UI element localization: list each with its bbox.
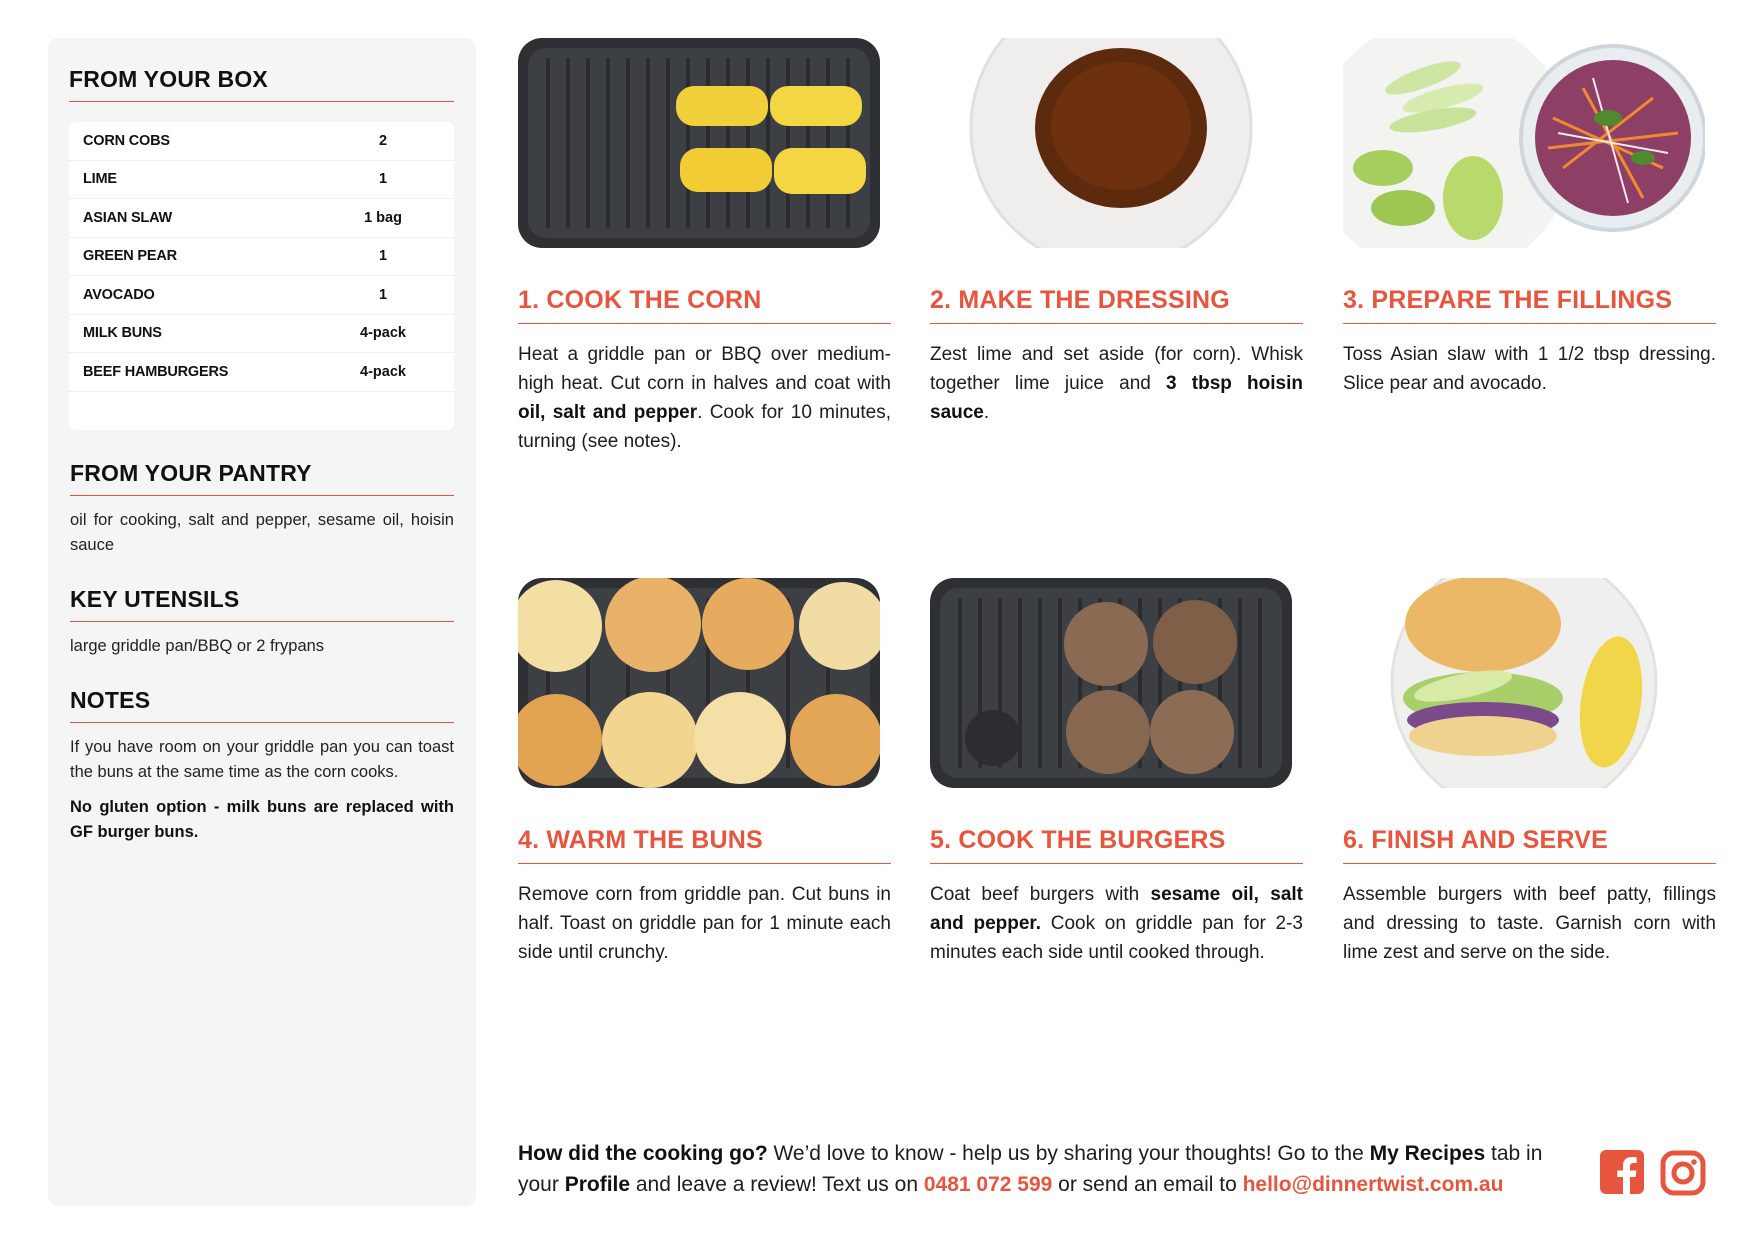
table-row	[69, 353, 454, 392]
ingredient-name: LIME	[83, 171, 117, 188]
utensils-text: large griddle pan/BBQ or 2 frypans	[70, 636, 325, 655]
step-2-title: 2. MAKE THE DRESSING	[930, 286, 1303, 324]
step-2-text: Zest lime and set aside (for corn). Whisk together lime juice and 3 tbsp hoisin sauce.	[930, 344, 1303, 423]
ingredients-sidebar	[48, 38, 476, 1206]
step-4-title: 4. WARM THE BUNS	[518, 826, 891, 864]
ingredient-name: AVOCADO	[83, 286, 155, 303]
ingredient-qty: 1 bag	[364, 209, 402, 226]
table-row	[69, 315, 454, 354]
table-row	[69, 122, 454, 161]
step-5	[930, 578, 1303, 967]
utensils-section	[69, 586, 454, 659]
step-6-title: 6. FINISH AND SERVE	[1343, 826, 1716, 864]
ingredient-name: GREEN PEAR	[83, 248, 177, 265]
ingredient-qty: 2	[378, 132, 388, 149]
ingredient-name: ASIAN SLAW	[83, 209, 173, 226]
step-4	[518, 578, 891, 967]
step-5-image	[930, 578, 1292, 788]
utensils-heading: KEY UTENSILS	[70, 586, 454, 622]
feedback-footer: How did the cooking go? We’d love to know - help us by sharing your thoughts! Go to the My Recipes tab in your Profile and leave a review! Text us on 0481 072 599 or send an email to hello@dinnertwist.com.au	[518, 1142, 1543, 1196]
table-row	[69, 199, 454, 238]
feedback-question: How did the cooking go?	[518, 1142, 768, 1165]
notes-section	[69, 687, 454, 845]
step-1-title: 1. COOK THE CORN	[518, 286, 891, 324]
ingredient-name: CORN COBS	[83, 132, 170, 149]
step-1-image	[518, 38, 880, 248]
ingredient-qty: 1	[378, 171, 388, 188]
ingredient-name: BEEF HAMBURGERS	[83, 363, 229, 380]
ingredient-qty: 4-pack	[360, 325, 406, 342]
pantry-heading: FROM YOUR PANTRY	[70, 460, 454, 496]
table-row	[69, 276, 454, 315]
step-2-image	[930, 38, 1292, 248]
notes-heading: NOTES	[70, 687, 454, 723]
box-heading: FROM YOUR BOX	[69, 66, 454, 102]
step-4-text: Remove corn from griddle pan. Cut buns in half. Toast on griddle pan for 1 minute each side until crunchy.	[518, 884, 891, 963]
step-5-title: 5. COOK THE BURGERS	[930, 826, 1303, 864]
email-link[interactable]: hello@dinnertwist.com.au	[1242, 1173, 1504, 1196]
profile-label: Profile	[564, 1173, 631, 1196]
step-3-text: Toss Asian slaw with 1 1/2 tbsp dressing. Slice pear and avocado.	[1343, 344, 1716, 394]
instagram-icon[interactable]	[1660, 1150, 1706, 1196]
step-3-title: 3. PREPARE THE FILLINGS	[1343, 286, 1716, 324]
phone-number-link[interactable]: 0481 072 599	[923, 1173, 1053, 1196]
social-links	[1600, 1150, 1706, 1196]
notes-gluten-option: No gluten option - milk buns are replaced with GF burger buns.	[70, 797, 454, 841]
table-row	[69, 161, 454, 200]
ingredient-qty: 1	[378, 248, 388, 265]
step-3-image	[1343, 38, 1705, 248]
step-6	[1343, 578, 1716, 967]
pantry-section	[69, 460, 454, 558]
pantry-text: oil for cooking, salt and pepper, sesame oil, hoisin sauce	[70, 510, 454, 554]
table-row	[69, 238, 454, 277]
facebook-icon[interactable]	[1600, 1150, 1644, 1196]
notes-text: If you have room on your griddle pan you can toast the buns at the same time as the corn cooks.	[70, 737, 454, 781]
step-6-image	[1343, 578, 1705, 788]
step-2	[930, 38, 1303, 427]
ingredient-name: MILK BUNS	[83, 325, 162, 342]
step-1-text: Heat a griddle pan or BBQ over medium-high heat. Cut corn in halves and coat with oil, salt and pepper. Cook for 10 minutes, turning (see notes).	[518, 344, 891, 452]
my-recipes-label: My Recipes	[1369, 1142, 1486, 1165]
step-4-image	[518, 578, 880, 788]
step-6-text: Assemble burgers with beef patty, fillings and dressing to taste. Garnish corn with lime zest and serve on the side.	[1343, 884, 1716, 963]
box-ingredients-table	[69, 122, 454, 430]
step-5-text: Coat beef burgers with sesame oil, salt and pepper. Cook on griddle pan for 2-3 minutes each side until cooked through.	[930, 884, 1303, 963]
step-1	[518, 38, 891, 456]
ingredient-qty: 4-pack	[360, 363, 406, 380]
step-3	[1343, 38, 1716, 398]
ingredient-qty: 1	[378, 286, 388, 303]
